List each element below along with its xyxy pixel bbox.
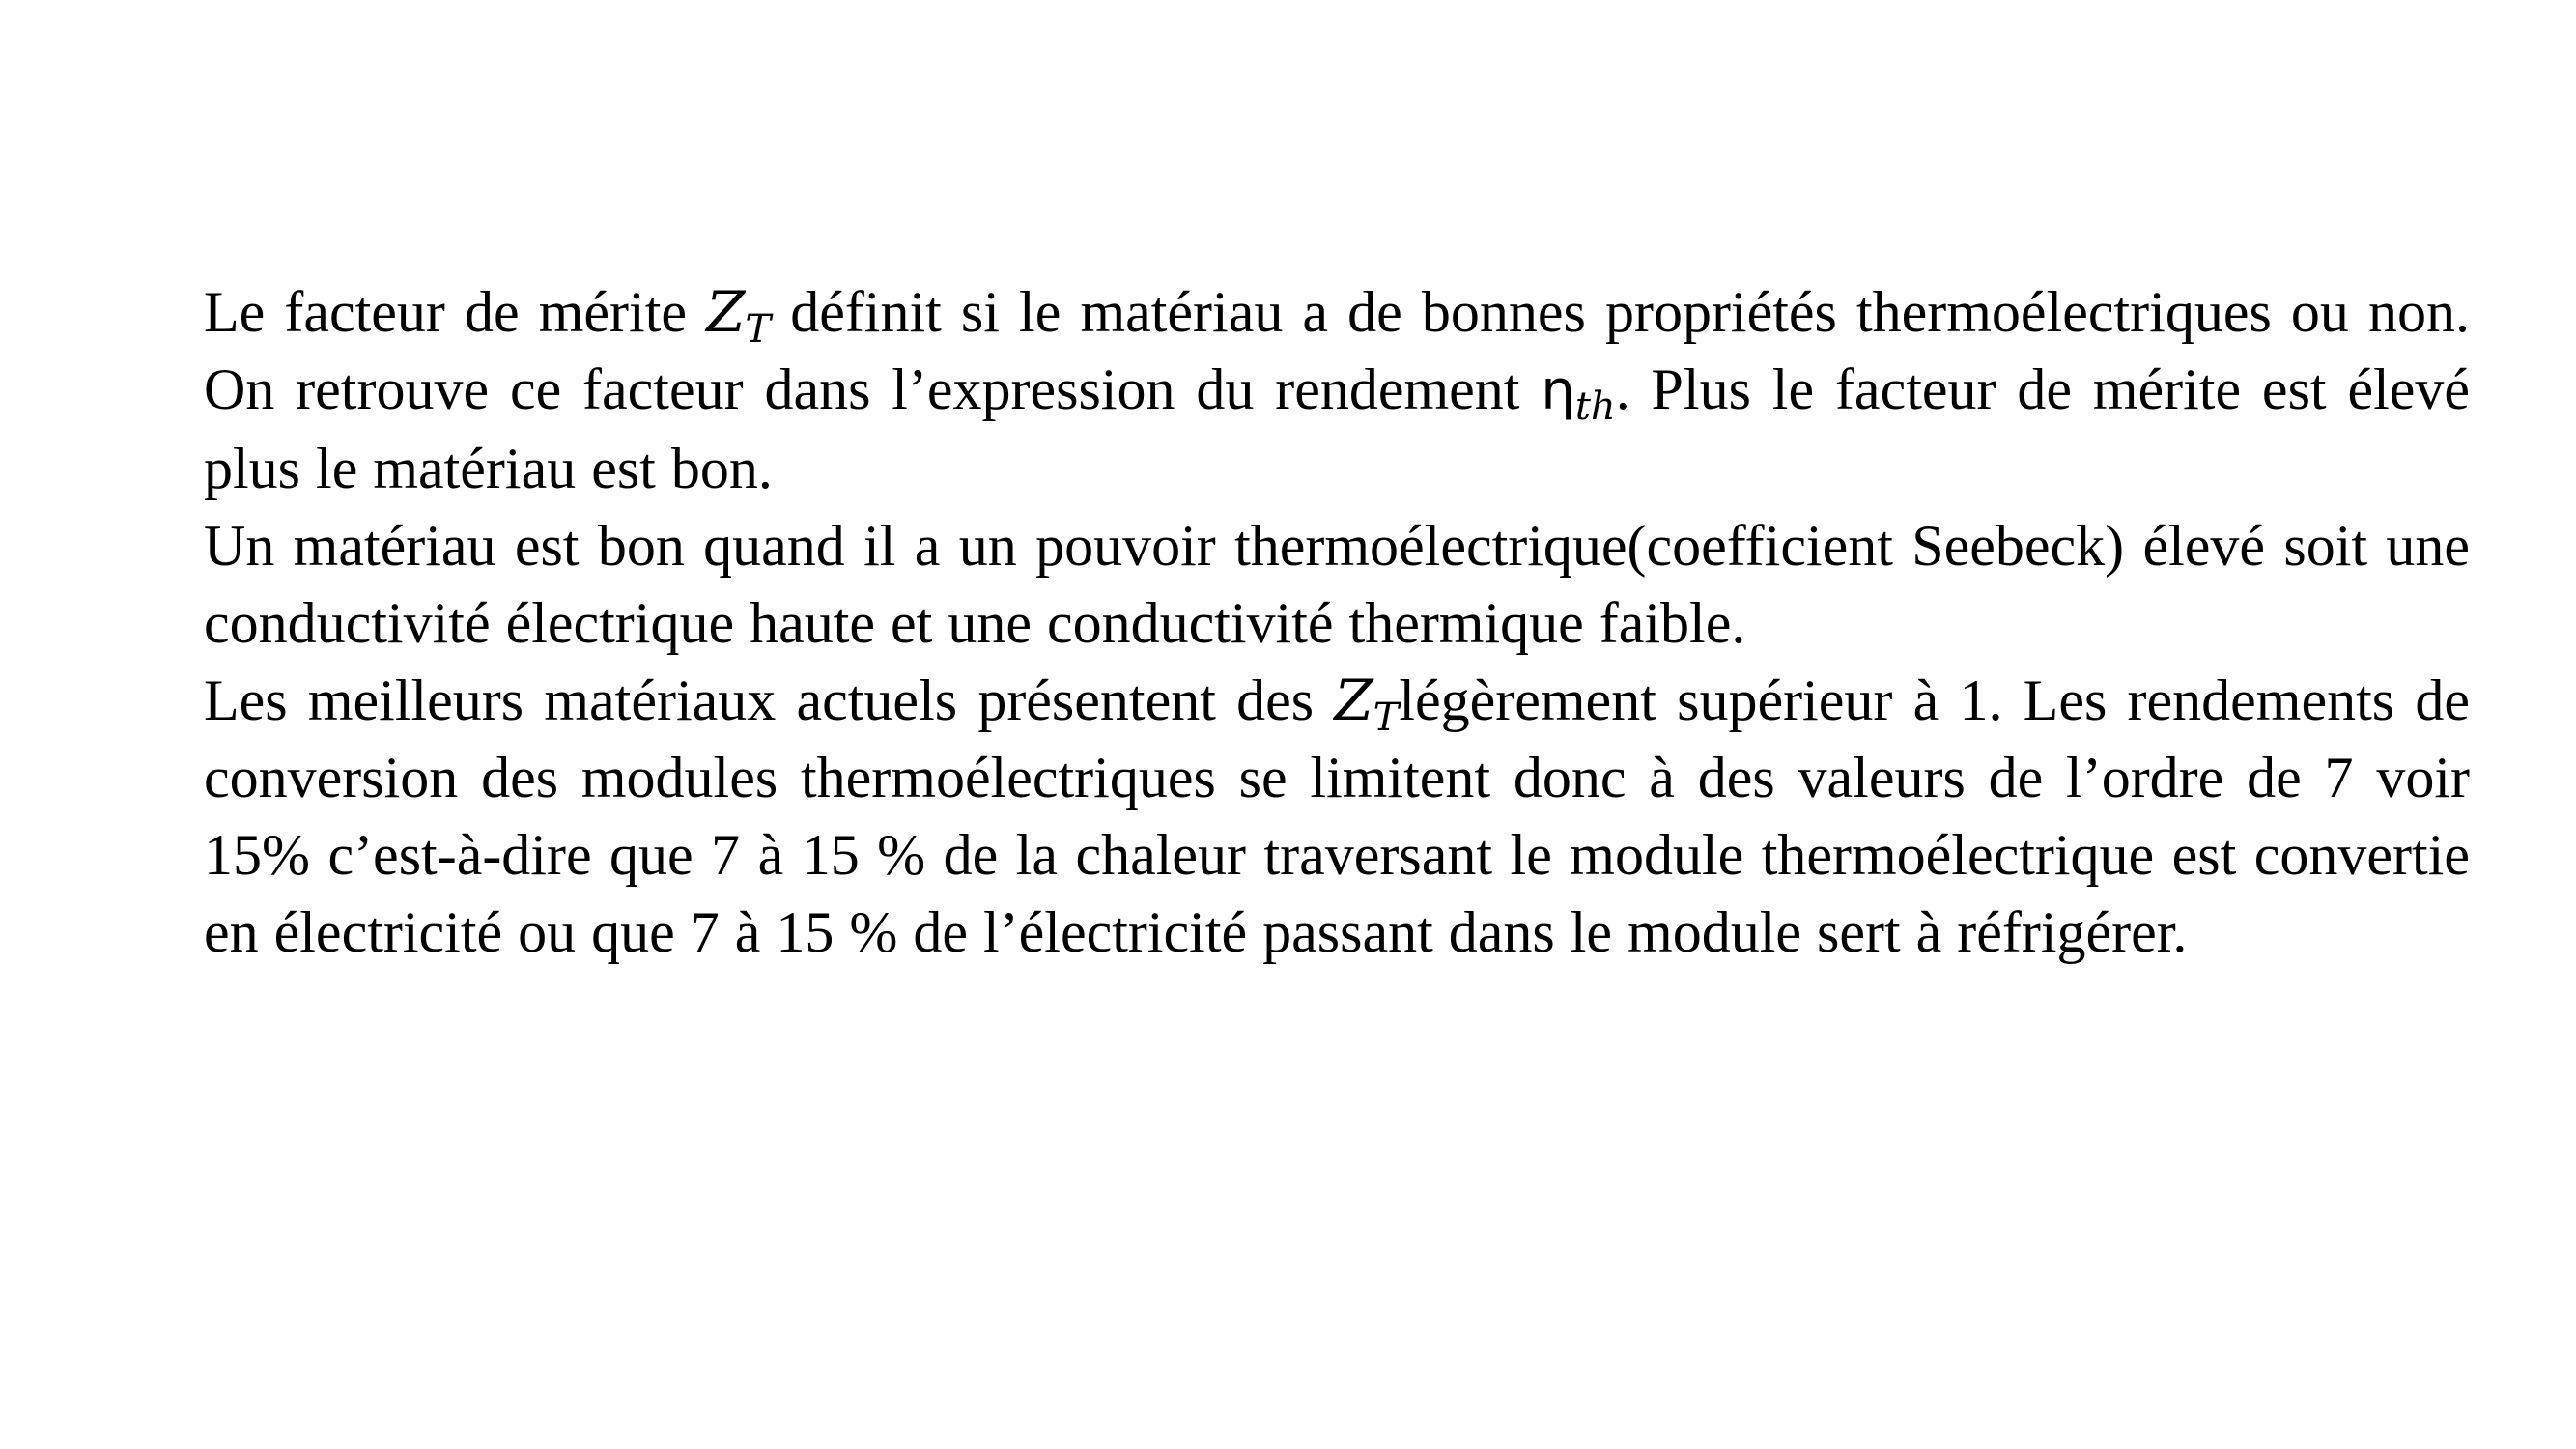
math-subscript: T xyxy=(745,307,772,353)
math-symbol: Z xyxy=(1334,668,1373,733)
paragraph-best-materials xyxy=(204,662,2470,971)
math-zt xyxy=(706,279,772,353)
math-zt xyxy=(1334,668,1400,741)
text-segment: Le facteur de mérite xyxy=(204,280,707,344)
math-subscript: T xyxy=(1373,696,1400,741)
paragraph-good-material: Un matériau est bon quand il a un pouvoir thermoélectrique(coefficient Seebeck) élevé soit une conductivité électrique haute et une conductivité thermique faible. xyxy=(204,514,2470,655)
text-segment: légèrement supérieur à 1. Les rendements de conversion des modules thermoélectriques se limitent donc à des valeurs de l’ordre de 7 voir 15% c’est-à-dire que 7 à 15 % de la chaleur traversant le module thermoélectrique est convertie en électricité ou que 7 à 15 % de l’électricité passant dans le module sert à réfrigérer. xyxy=(204,668,2470,964)
text-segment: définit si le matériau a de bonnes propriétés thermoélectriques ou non. On retrouve ce facteur dans l’expression du rendement xyxy=(204,280,2470,421)
math-subscript: th xyxy=(1574,384,1616,430)
body-text xyxy=(204,273,2470,971)
math-symbol: Z xyxy=(706,279,746,345)
text-segment: . Plus le facteur de mérite est élevé plus le matériau est bon. xyxy=(204,357,2471,500)
math-symbol: η xyxy=(1541,359,1575,422)
paragraph-merit-factor xyxy=(204,273,2470,507)
text-segment: Les meilleurs matériaux actuels présentent des xyxy=(204,668,1335,732)
math-eta-th xyxy=(1541,356,1616,430)
